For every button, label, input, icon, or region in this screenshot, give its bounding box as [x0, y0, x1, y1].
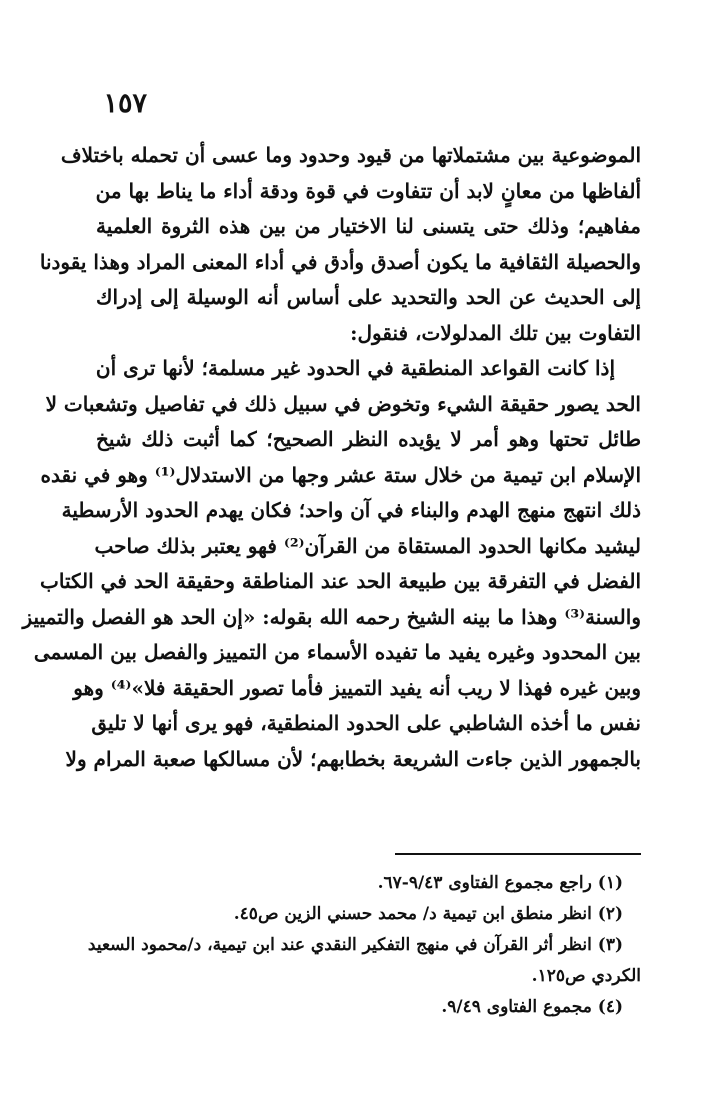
- text-line: ذلك انتهج منهج الهدم والبناء في آن واحد؛ فكان يهدم الحدود الأرسطية: [61, 498, 641, 522]
- text-line: بالجمهور الذين جاءت الشريعة بخطابهم؛ لأن مسالكها صعبة المرام ولا: [65, 746, 641, 771]
- text-line: نفس ما أخذه الشاطبي على الحدود المنطقية، فهو يرى أنها لا تليق: [91, 711, 641, 735]
- text-line: الفضل في التفرقة بين طبيعة الحد عند المناطقة وحقيقة الحد في الكتاب: [40, 569, 641, 593]
- footnote-item: (٢) انظر منطق ابن تيمية د/ محمد حسني الزين ص٤٥.: [233, 904, 623, 924]
- text-line: الحد يصور حقيقة الشيء وتخوض في سبيل ذلك في تفاصيل وتشعبات لا: [45, 391, 641, 416]
- text-line: طائل تحتها وهو أمر لا يؤيده النظر الصحيح؛ كما أثبت ذلك شيخ: [96, 427, 641, 451]
- footnote-divider: [395, 853, 641, 855]
- text-line: والسنة⁽³⁾ وهذا ما بينه الشيخ رحمه الله بقوله: «إن الحد هو الفصل والتمييز: [22, 604, 641, 629]
- text-line: ألفاظها من معانٍ لابد أن تتفاوت في قوة ودقة أداء ما يناط بها من: [95, 178, 641, 203]
- text-line: الإسلام ابن تيمية من خلال ستة عشر وجها من الاستدلال⁽¹⁾ وهو في نقده: [40, 462, 641, 487]
- text-line: مفاهيم؛ وذلك حتى يتسنى لنا الاختيار من بين هذه الثروة العلمية: [96, 214, 641, 238]
- text-line: بين المحدود وغيره يفيد ما تفيده الأسماء من التمييز والفصل بين المسمى: [33, 640, 641, 664]
- footnote-item: (٣) انظر أثر القرآن في منهج التفكير النقدي عند ابن تيمية، د/محمود السعيد: [87, 935, 623, 955]
- main-text: [22, 138, 641, 777]
- text-line: والحصيلة الثقافية ما يكون أصدق وأدق في أداء المعنى المراد وهذا يقودنا: [39, 249, 641, 274]
- text-line: ليشيد مكانها الحدود المستقاة من القرآن⁽²⁾ فهو يعتبر بذلك صاحب: [94, 533, 641, 558]
- text-line: إلى الحديث عن الحد والتحديد على أساس أنه الوسيلة إلى إدراك: [96, 285, 641, 309]
- footnotes: [87, 868, 641, 1023]
- footnote-item: (٤) مجموع الفتاوى ٩/٤٩.: [441, 997, 623, 1017]
- footnote-item: (١) راجع مجموع الفتاوى ٩/٤٣-٦٧.: [377, 873, 623, 893]
- footnote-item: الكردي ص١٢٥.: [531, 966, 641, 986]
- text-line: إذا كانت القواعد المنطقية في الحدود غير مسلمة؛ لأنها ترى أن: [95, 356, 615, 380]
- page-number: ١٥٧: [103, 88, 147, 119]
- text-line: وبين غيره فهذا لا ريب أنه يفيد التمييز فأما تصور الحقيقة فلا»⁽⁴⁾ وهو: [73, 675, 641, 700]
- text-line: التفاوت بين تلك المدلولات، فنقول:: [350, 320, 641, 345]
- text-line: الموضوعية بين مشتملاتها من قيود وحدود وما عسى أن تحمله باختلاف: [60, 143, 641, 167]
